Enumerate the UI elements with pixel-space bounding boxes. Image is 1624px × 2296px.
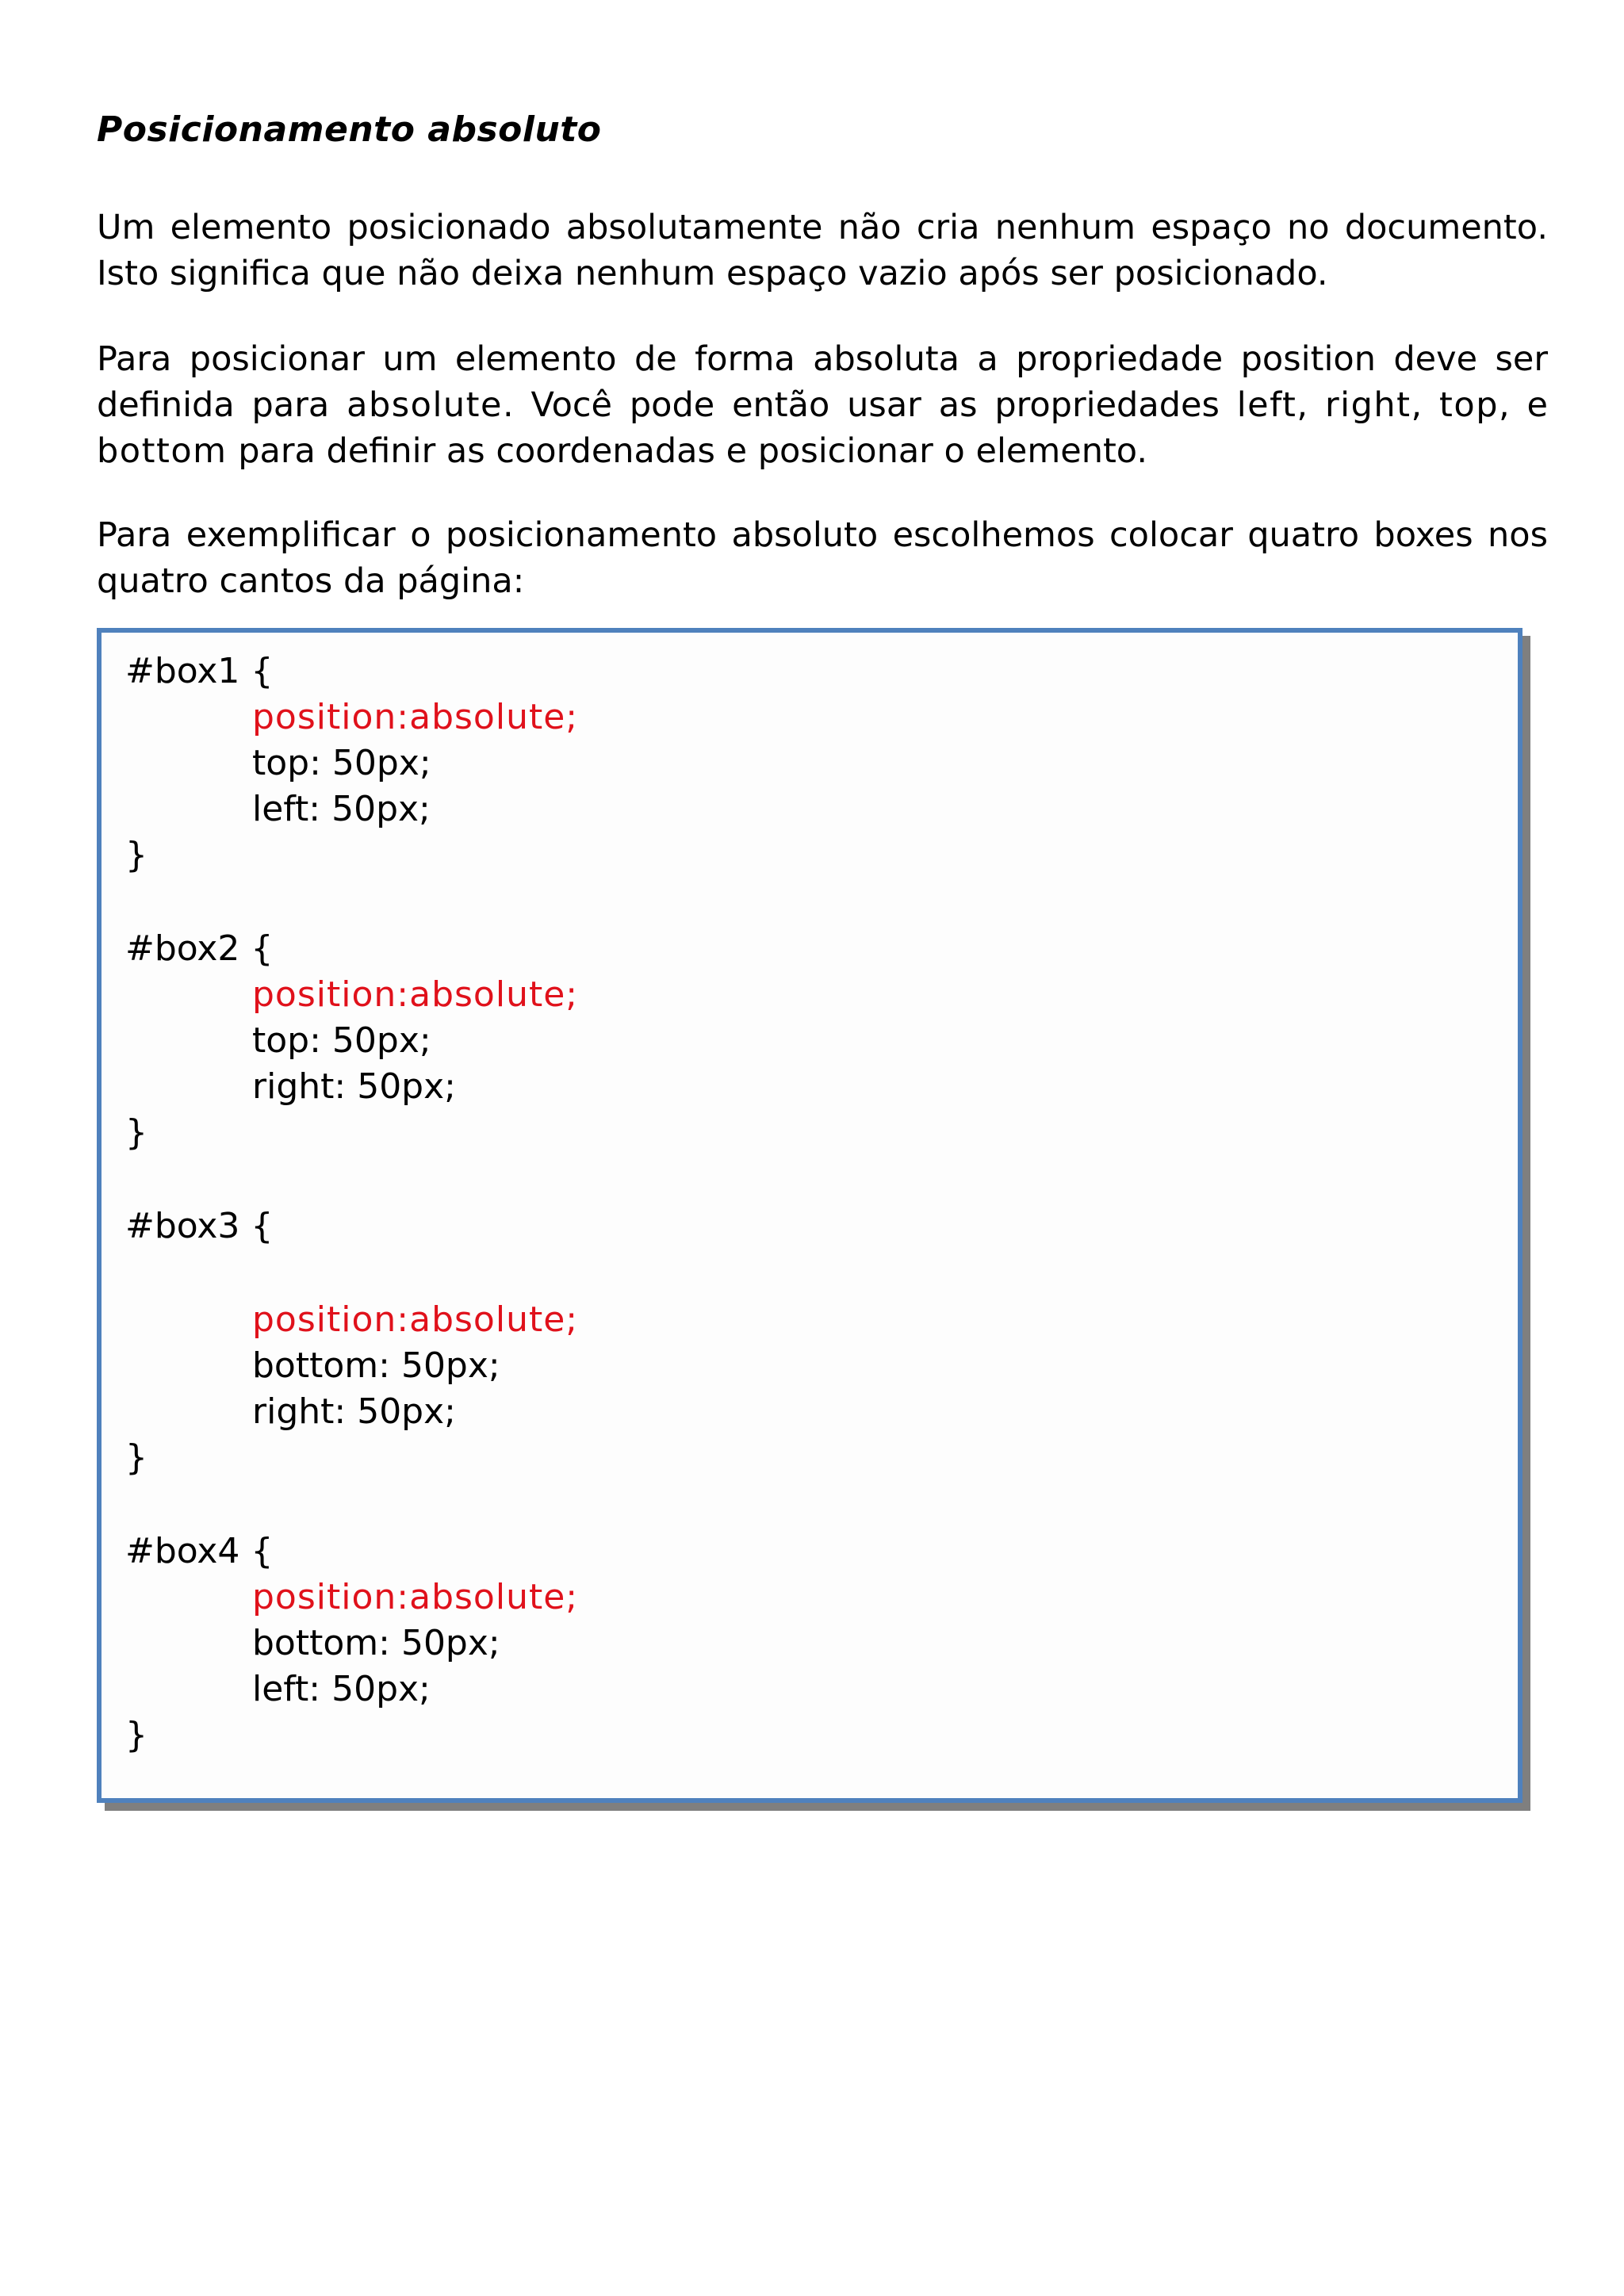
paragraph-position-property	[97, 336, 1548, 474]
section-heading: Posicionamento absoluto	[97, 109, 602, 150]
keyword-left: left	[1236, 385, 1297, 425]
keyword-bottom: bottom	[97, 431, 228, 471]
code-position-box3: position:absolute;	[252, 1299, 579, 1340]
code-close-box2: }	[125, 1112, 147, 1153]
code-close-box3: }	[125, 1437, 147, 1478]
code-selector-box1: #box1 {	[125, 651, 274, 691]
code-line-box4-bottom: bottom: 50px;	[252, 1623, 500, 1663]
paragraph-example-intro: Para exemplificar o posicionamento absoluto escolhemos colocar quatro boxes nos quatro cantos da página:	[97, 515, 1548, 601]
separator: ,	[1411, 385, 1440, 425]
code-line-box3-right: right: 50px;	[252, 1391, 456, 1432]
paragraph-text: para definir as coordenadas e posicionar o elemento.	[227, 431, 1148, 471]
code-line-box1-top: top: 50px;	[252, 743, 431, 783]
paragraph-intro: Um elemento posicionado absolutamente não cria nenhum espaço no documento. Isto significa que não deixa nenhum espaço vazio após ser posicionado.	[97, 208, 1548, 293]
code-selector-box3: #box3 {	[125, 1206, 274, 1246]
code-example-box	[97, 628, 1522, 1803]
separator: ,	[1297, 385, 1325, 425]
keyword-right: right	[1324, 385, 1411, 425]
separator: , e	[1499, 385, 1548, 425]
code-position-box4: position:absolute;	[252, 1577, 579, 1617]
keyword-top: top	[1439, 385, 1499, 425]
code-selector-box2: #box2 {	[125, 928, 274, 969]
code-close-box1: }	[125, 835, 147, 875]
keyword-absolute: absolute	[347, 385, 503, 425]
code-selector-box4: #box4 {	[125, 1531, 274, 1571]
paragraph-text: . Você pode então usar as propriedades	[502, 385, 1237, 425]
code-line-box1-left: left: 50px;	[252, 789, 431, 829]
code-line-box3-bottom: bottom: 50px;	[252, 1345, 500, 1386]
paragraph-text: Para posicionar um elemento de forma absoluta a propriedade position deve ser definida para	[97, 339, 1548, 425]
code-line-box4-left: left: 50px;	[252, 1669, 431, 1709]
code-line-box2-top: top: 50px;	[252, 1020, 431, 1061]
code-position-box2: position:absolute;	[252, 974, 579, 1015]
code-position-box1: position:absolute;	[252, 697, 579, 737]
code-close-box4: }	[125, 1715, 147, 1755]
code-line-box2-right: right: 50px;	[252, 1066, 456, 1107]
